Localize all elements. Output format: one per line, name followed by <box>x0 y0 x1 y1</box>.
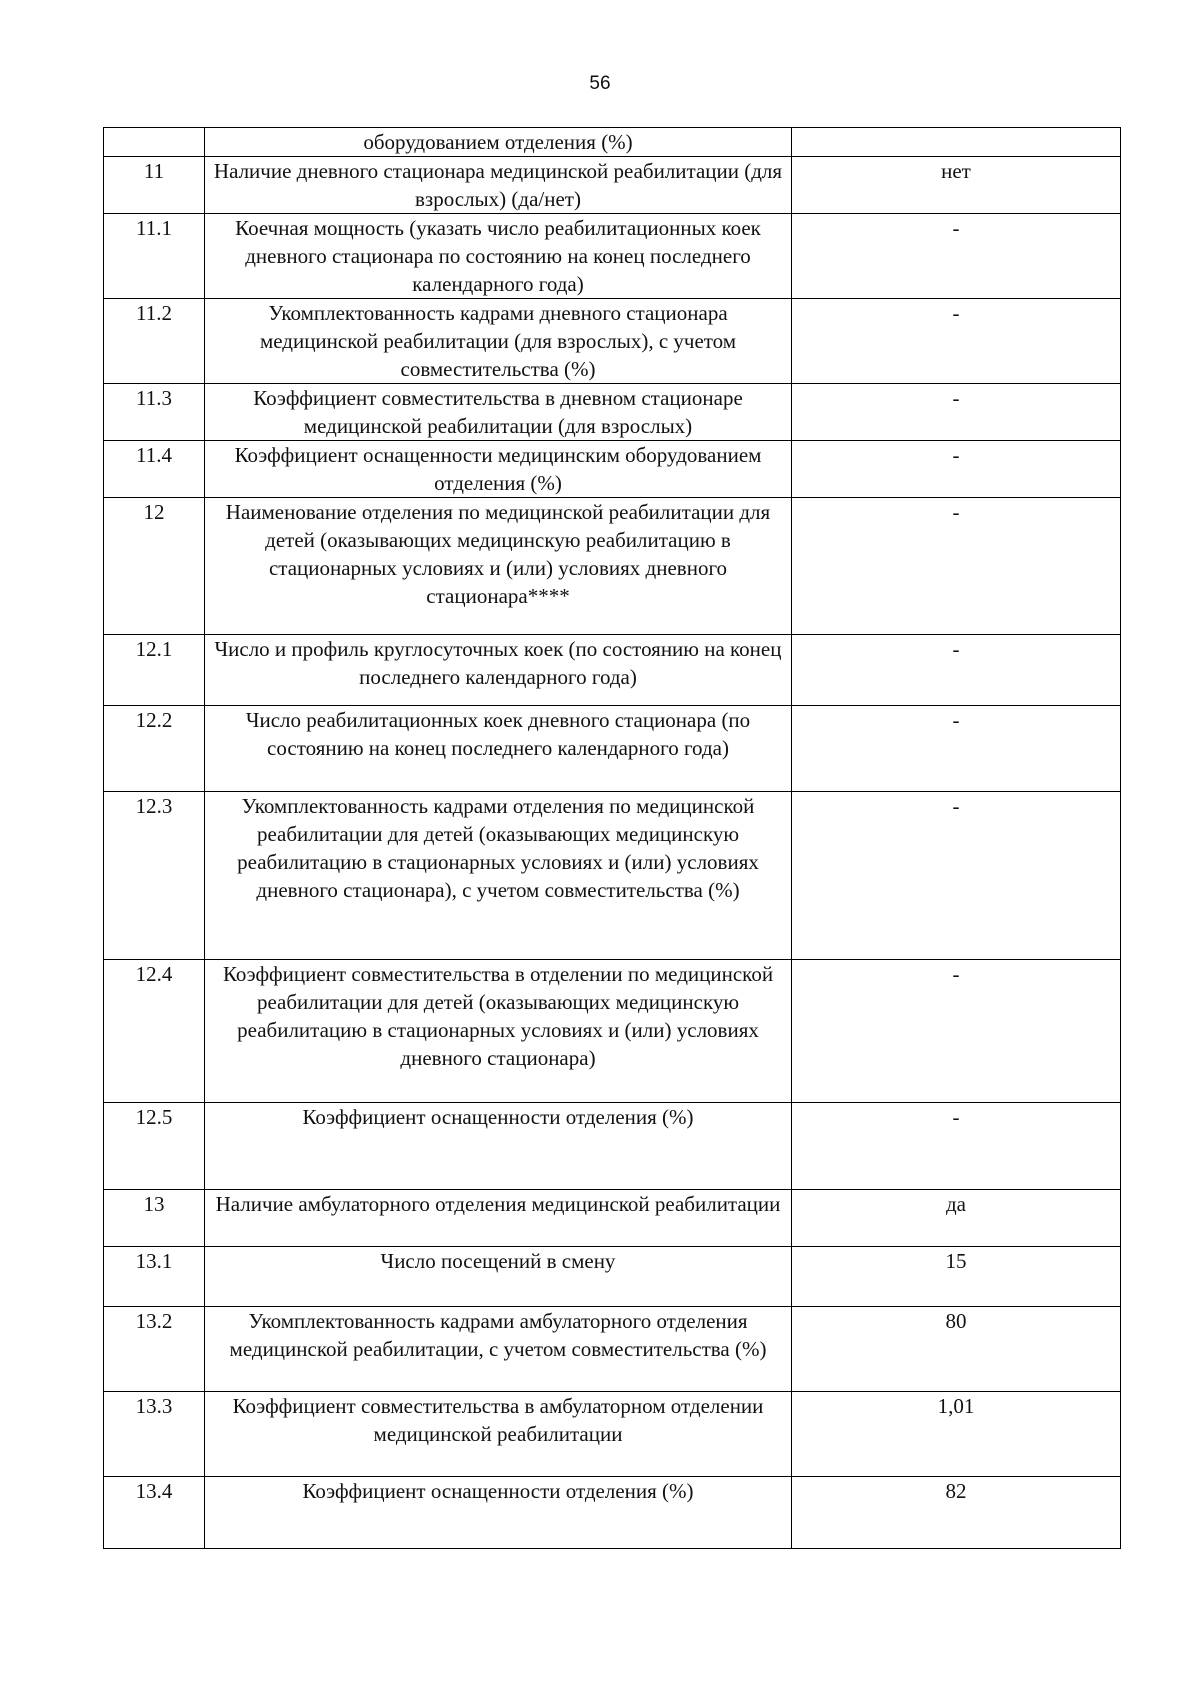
row-number: 11.4 <box>104 441 205 498</box>
page-number: 56 <box>589 73 611 94</box>
row-description: Коэффициент оснащенности медицинским оборудованием отделения (%) <box>205 441 792 498</box>
table-row <box>104 960 1121 1103</box>
row-description: Число реабилитационных коек дневного стационара (по состоянию на конец последнего календарного года) <box>205 706 792 792</box>
row-description: Число посещений в смену <box>205 1247 792 1307</box>
row-description: Коэффициент совместительства в отделении по медицинской реабилитации для детей (оказывающих медицинскую реабилитацию в стационарных условиях и (или) условиях дневного стационара) <box>205 960 792 1103</box>
row-value <box>792 128 1121 157</box>
row-number: 12.4 <box>104 960 205 1103</box>
row-value: да <box>792 1190 1121 1247</box>
row-number: 11 <box>104 157 205 214</box>
indicators-table <box>103 127 1121 1549</box>
row-description: Укомплектованность кадрами отделения по медицинской реабилитации для детей (оказывающих медицинскую реабилитацию в стационарных условиях и (или) условиях дневного стационара), с учетом совместительства (%) <box>205 792 792 960</box>
row-number: 13.4 <box>104 1477 205 1549</box>
table-row <box>104 299 1121 384</box>
row-number: 11.2 <box>104 299 205 384</box>
row-value: нет <box>792 157 1121 214</box>
row-number: 13 <box>104 1190 205 1247</box>
table-row <box>104 1103 1121 1190</box>
row-number: 11.3 <box>104 384 205 441</box>
table-row <box>104 1477 1121 1549</box>
row-number: 12.5 <box>104 1103 205 1190</box>
row-description: Наличие амбулаторного отделения медицинской реабилитации <box>205 1190 792 1247</box>
row-value: - <box>792 384 1121 441</box>
row-value: - <box>792 299 1121 384</box>
table-row <box>104 441 1121 498</box>
row-number: 12.3 <box>104 792 205 960</box>
row-value: 15 <box>792 1247 1121 1307</box>
row-value: 82 <box>792 1477 1121 1549</box>
row-description: Коэффициент оснащенности отделения (%) <box>205 1477 792 1549</box>
table-row <box>104 706 1121 792</box>
row-description: оборудованием отделения (%) <box>205 128 792 157</box>
row-number: 12 <box>104 498 205 635</box>
row-value: - <box>792 441 1121 498</box>
table-row <box>104 1392 1121 1477</box>
table-row <box>104 1307 1121 1392</box>
row-number: 13.3 <box>104 1392 205 1477</box>
table-row <box>104 635 1121 706</box>
table-row <box>104 214 1121 299</box>
row-value: - <box>792 635 1121 706</box>
row-value: 80 <box>792 1307 1121 1392</box>
row-value: 1,01 <box>792 1392 1121 1477</box>
row-number: 13.1 <box>104 1247 205 1307</box>
row-description: Коэффициент совместительства в амбулаторном отделении медицинской реабилитации <box>205 1392 792 1477</box>
row-value: - <box>792 960 1121 1103</box>
row-description: Число и профиль круглосуточных коек (по состоянию на конец последнего календарного года) <box>205 635 792 706</box>
table-row <box>104 384 1121 441</box>
row-number <box>104 128 205 157</box>
row-number: 12.2 <box>104 706 205 792</box>
row-value: - <box>792 792 1121 960</box>
row-value: - <box>792 498 1121 635</box>
row-value: - <box>792 214 1121 299</box>
row-number: 13.2 <box>104 1307 205 1392</box>
row-description: Укомплектованность кадрами амбулаторного отделения медицинской реабилитации, с учетом совместительства (%) <box>205 1307 792 1392</box>
row-description: Коэффициент оснащенности отделения (%) <box>205 1103 792 1190</box>
row-number: 11.1 <box>104 214 205 299</box>
table-row <box>104 498 1121 635</box>
row-description: Коэффициент совместительства в дневном стационаре медицинской реабилитации (для взрослых) <box>205 384 792 441</box>
table-row <box>104 792 1121 960</box>
table-row <box>104 157 1121 214</box>
table-row <box>104 1190 1121 1247</box>
row-number: 12.1 <box>104 635 205 706</box>
row-value: - <box>792 706 1121 792</box>
row-description: Наличие дневного стационара медицинской реабилитации (для взрослых) (да/нет) <box>205 157 792 214</box>
row-description: Коечная мощность (указать число реабилитационных коек дневного стационара по состоянию на конец последнего календарного года) <box>205 214 792 299</box>
row-description: Наименование отделения по медицинской реабилитации для детей (оказывающих медицинскую реабилитацию в стационарных условиях и (или) условиях дневного стационара**** <box>205 498 792 635</box>
table-row <box>104 1247 1121 1307</box>
row-value: - <box>792 1103 1121 1190</box>
table-row <box>104 128 1121 157</box>
row-description: Укомплектованность кадрами дневного стационара медицинской реабилитации (для взрослых), с учетом совместительства (%) <box>205 299 792 384</box>
